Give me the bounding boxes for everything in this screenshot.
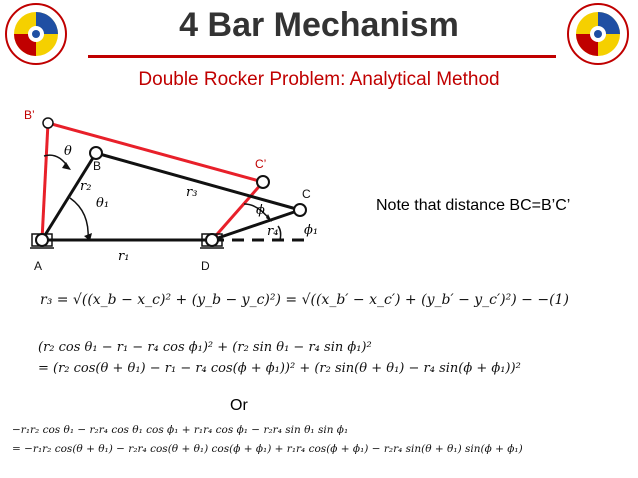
label-theta1: θ₁: [96, 196, 110, 211]
link-b-prime-c-prime: [48, 123, 263, 182]
label-r1: r₁: [118, 249, 130, 264]
page-subtitle: Double Rocker Problem: Analytical Method: [138, 69, 500, 90]
equation-1: r₃ = √((x_b − x_c)² + (y_b − y_c)²) = √((x_b′ − x_c′) + (y_b′ − y_c′)²) − −(1): [40, 292, 569, 308]
page-title: 4 Bar Mechanism: [179, 6, 459, 44]
label-c-prime: C’: [255, 157, 267, 171]
label-a: A: [34, 259, 43, 273]
title-underline: [88, 55, 556, 58]
label-phi: ϕ: [256, 203, 265, 218]
equation-5: = −r₁r₂ cos(θ + θ₁) − r₂r₄ cos(θ + θ₁) cos(ϕ + ϕ₁) + r₁r₄ cos(ϕ + ϕ₁) − r₂r₄ sin(θ + θ₁) sin(ϕ + ϕ₁): [12, 443, 523, 455]
joint-b: [90, 147, 102, 159]
label-b: B: [93, 159, 102, 173]
four-bar-diagram: [0, 100, 380, 290]
theta-arrow: [62, 162, 71, 170]
label-d: D: [201, 259, 210, 273]
label-c: C: [302, 187, 311, 201]
label-r4: r₄: [267, 224, 279, 239]
note-text: Note that distance BC=B’C’: [376, 197, 571, 214]
label-b-prime: B’: [24, 108, 35, 122]
joint-a: [36, 234, 48, 246]
link-ab-prime: [42, 123, 48, 240]
joint-c: [294, 204, 306, 216]
equation-2: (r₂ cos θ₁ − r₁ − r₄ cos ϕ₁)² + (r₂ sin θ₁ − r₄ sin ϕ₁)²: [38, 340, 372, 355]
joint-c-prime: [257, 176, 269, 188]
label-r3: r₃: [186, 185, 198, 200]
theta1-arc: [70, 198, 88, 240]
joint-b-prime: [43, 118, 53, 128]
joint-d: [206, 234, 218, 246]
equation-3: = (r₂ cos(θ + θ₁) − r₁ − r₄ cos(ϕ + ϕ₁))² + (r₂ sin(θ + θ₁) − r₄ sin(ϕ + ϕ₁))²: [38, 361, 521, 376]
or-text: Or: [230, 397, 248, 414]
label-r2: r₂: [80, 179, 92, 194]
label-phi1: ϕ₁: [304, 223, 319, 238]
label-theta: θ: [64, 144, 72, 159]
equation-4: −r₁r₂ cos θ₁ − r₂r₄ cos θ₁ cos ϕ₁ + r₁r₄ cos ϕ₁ − r₂r₄ sin θ₁ sin ϕ₁: [12, 424, 349, 436]
